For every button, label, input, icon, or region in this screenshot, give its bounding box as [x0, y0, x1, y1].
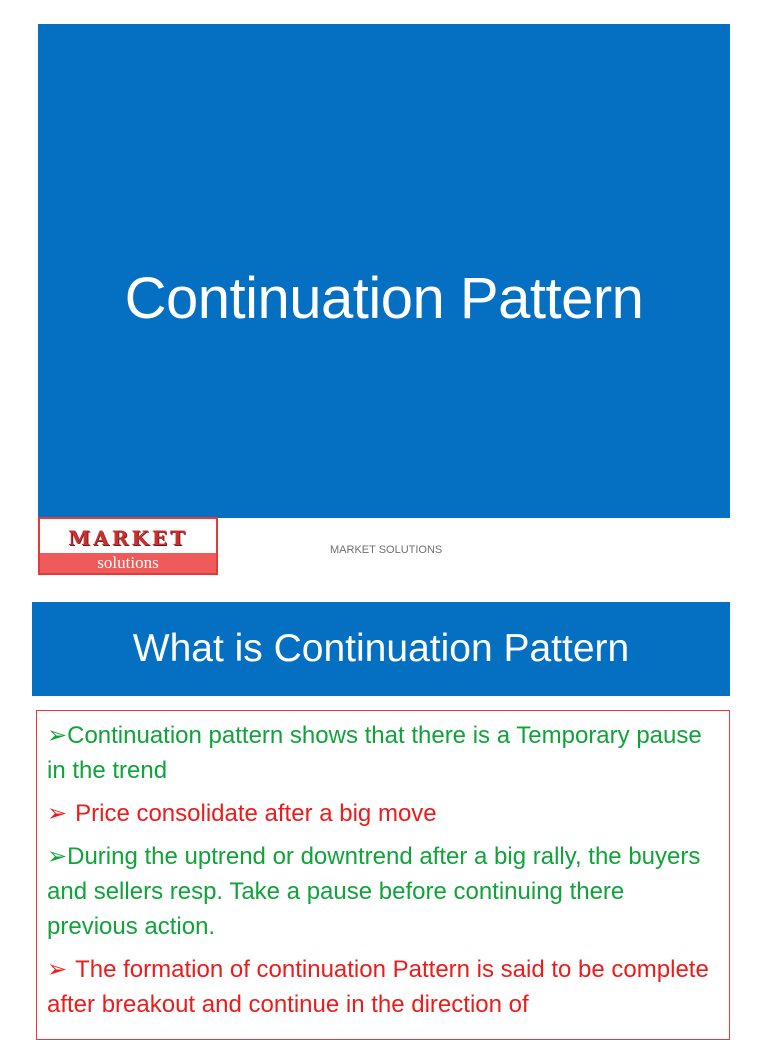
bullet-list-box: [36, 710, 730, 1040]
title-slide: [38, 24, 730, 518]
section-title: What is Continuation Pattern: [132, 627, 630, 670]
market-solutions-logo: [38, 517, 218, 575]
slide-title: Continuation Pattern: [124, 266, 644, 331]
arrow-bullet-icon: ➢: [47, 722, 68, 749]
bullet-text: During the uptrend or downtrend after a big rally, the buyers and sellers resp. Take a pause before continuing there previous action.: [47, 843, 701, 940]
bullet-item: [47, 838, 719, 944]
bullet-text: Price consolidate after a big move: [75, 800, 437, 827]
bullet-item: [47, 717, 719, 788]
bullet-text: The formation of continuation Pattern is said to be complete after breakout and continue in the direction of: [47, 956, 709, 1018]
arrow-bullet-icon: ➢: [47, 843, 68, 870]
footer-text: MARKET SOLUTIONS: [330, 544, 443, 556]
logo-market-text: MARKET: [68, 526, 188, 550]
bullet-text: Continuation pattern shows that there is a Temporary pause in the trend: [47, 722, 702, 784]
logo-solutions-text: solutions: [40, 553, 216, 573]
bullet-item: [47, 795, 719, 831]
section-header: [32, 602, 730, 696]
bullet-item: [47, 951, 719, 1022]
arrow-bullet-icon: ➢: [47, 956, 68, 983]
arrow-bullet-icon: ➢: [47, 800, 68, 827]
